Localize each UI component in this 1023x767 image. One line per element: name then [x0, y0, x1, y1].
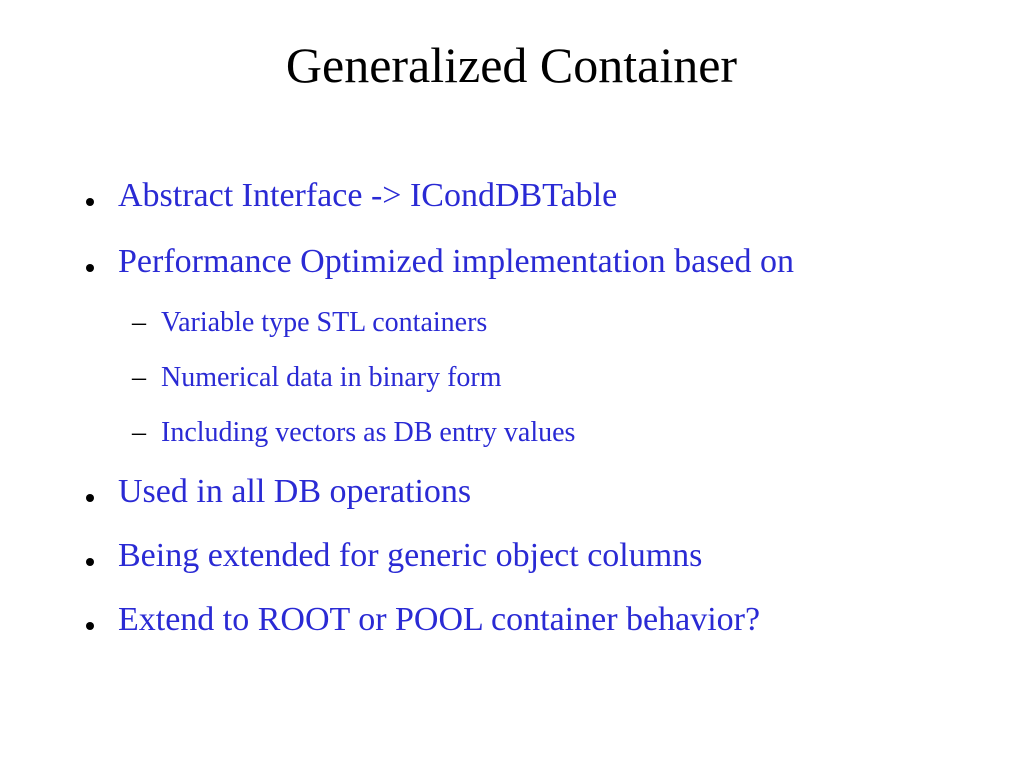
sub-item-text-binary-form: Numerical data in binary form [161, 362, 502, 393]
dash-icon: – [132, 417, 146, 448]
bullet-dot-icon [86, 494, 94, 502]
bullet-text-generic-object-columns: Being extended for generic object columns [118, 537, 703, 574]
slide-title: Generalized Container [285, 37, 738, 93]
sub-item-text-vectors: Including vectors as DB entry values [161, 417, 576, 448]
bullet-dot-icon [86, 264, 94, 272]
dash-icon: – [132, 362, 146, 393]
bullet-text-db-operations: Used in all DB operations [118, 473, 472, 510]
dash-icon: – [132, 307, 146, 338]
bullet-text-abstract-interface: Abstract Interface -> ICondDBTable [118, 177, 618, 214]
bullet-dot-icon [86, 198, 94, 206]
bullet-dot-icon [86, 622, 94, 630]
sub-item-text-stl-containers: Variable type STL containers [161, 307, 488, 338]
bullet-text-root-pool-behavior: Extend to ROOT or POOL container behavior? [118, 601, 761, 638]
bullet-text-performance-optimized: Performance Optimized implementation based on [118, 243, 795, 280]
bullet-dot-icon [86, 558, 94, 566]
